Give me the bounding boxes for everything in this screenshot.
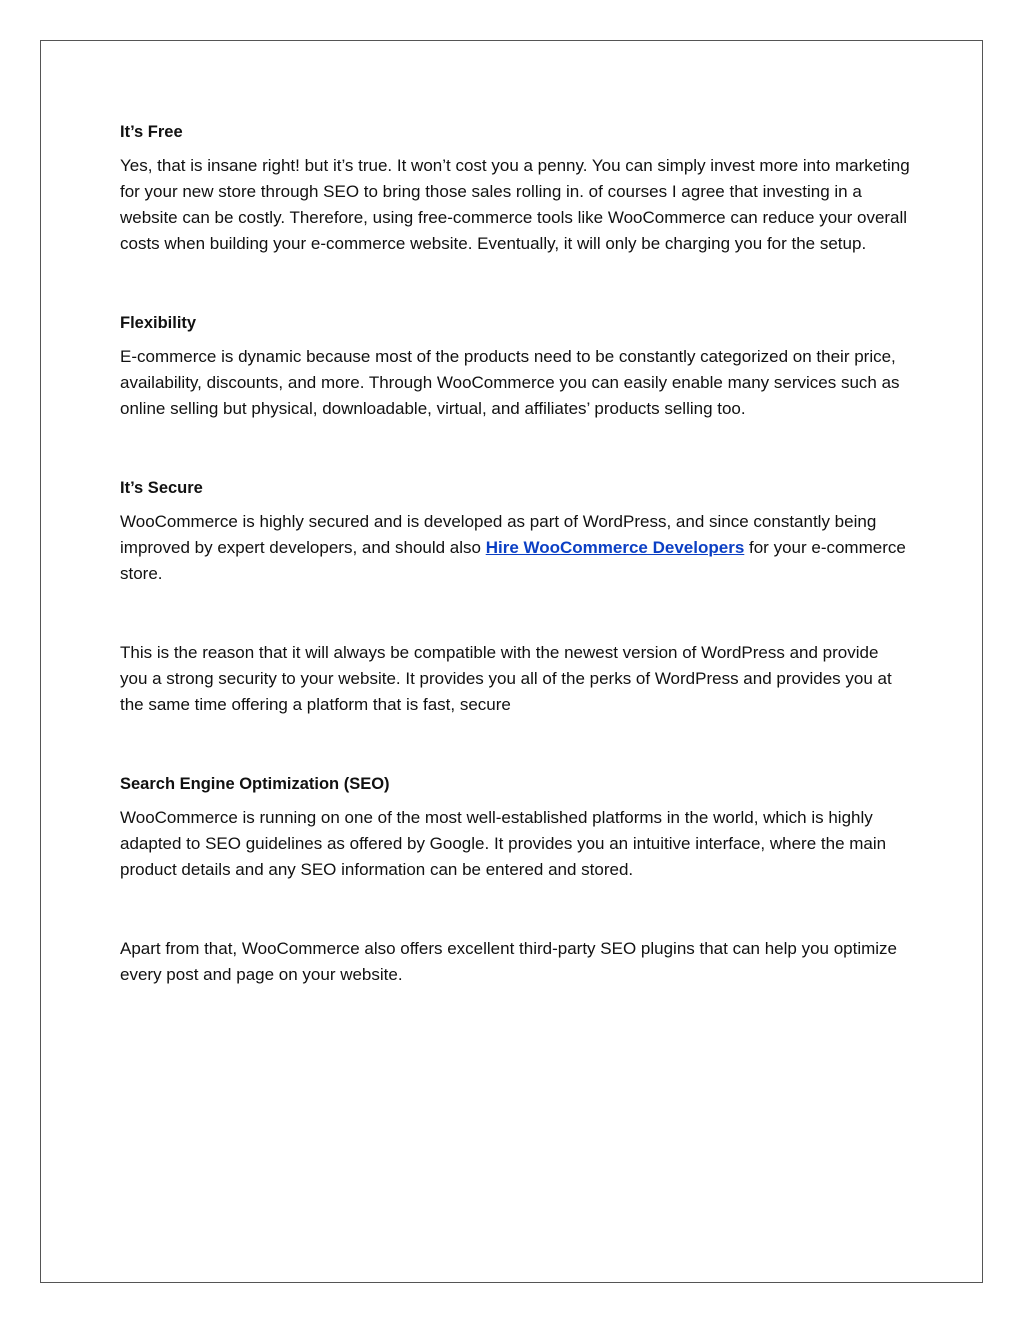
- spacer: [120, 883, 910, 936]
- paragraph-secure-1: [120, 509, 910, 587]
- document-body: [120, 119, 910, 988]
- spacer: [120, 422, 910, 475]
- paragraph-secure-2: This is the reason that it will always be compatible with the newest version of WordPress and provide you a strong security to your website. It provides you all of the perks of WordPress and provides you at the same time offering a platform that is fast, secure: [120, 643, 892, 714]
- spacer: [120, 587, 910, 640]
- spacer: [120, 718, 910, 771]
- spacer: [120, 257, 910, 310]
- paragraph-free: Yes, that is insane right! but it’s true. It won’t cost you a penny. You can simply invest more into marketing for your new store through SEO to bring those sales rolling in. of courses I agree that investing in a website can be costly. Therefore, using free-commerce tools like WooCommerce can reduce your overall costs when building your e-commerce website. Eventually, it will only be charging you for the setup.: [120, 156, 910, 253]
- paragraph-secure-text-after-link: for your e-commerce store.: [120, 538, 906, 583]
- section-heading-secure: It’s Secure: [120, 479, 203, 497]
- paragraph-seo-1: WooCommerce is running on one of the most well-established platforms in the world, which is highly adapted to SEO guidelines as offered by Google. It provides you an intuitive interface, where the main product details and any SEO information can be entered and stored.: [120, 808, 887, 879]
- section-heading-seo: Search Engine Optimization (SEO): [120, 775, 390, 793]
- hire-woocommerce-developers-link[interactable]: Hire WooCommerce Developers: [485, 538, 745, 557]
- section-heading-flexibility: Flexibility: [120, 314, 197, 332]
- section-heading-free: It’s Free: [120, 123, 183, 141]
- paragraph-seo-2: Apart from that, WooCommerce also offers excellent third-party SEO plugins that can help you optimize every post and page on your website.: [120, 939, 898, 984]
- paragraph-secure-text-before-link: WooCommerce is highly secured and is developed as part of WordPress, and since constantly being improved by expert developers, and should also: [120, 512, 877, 557]
- paragraph-flexibility: E-commerce is dynamic because most of the products need to be constantly categorized on their price, availability, discounts, and more. Through WooCommerce you can easily enable many services such as online selling but physical, downloadable, virtual, and affiliates’ products selling too.: [120, 347, 900, 418]
